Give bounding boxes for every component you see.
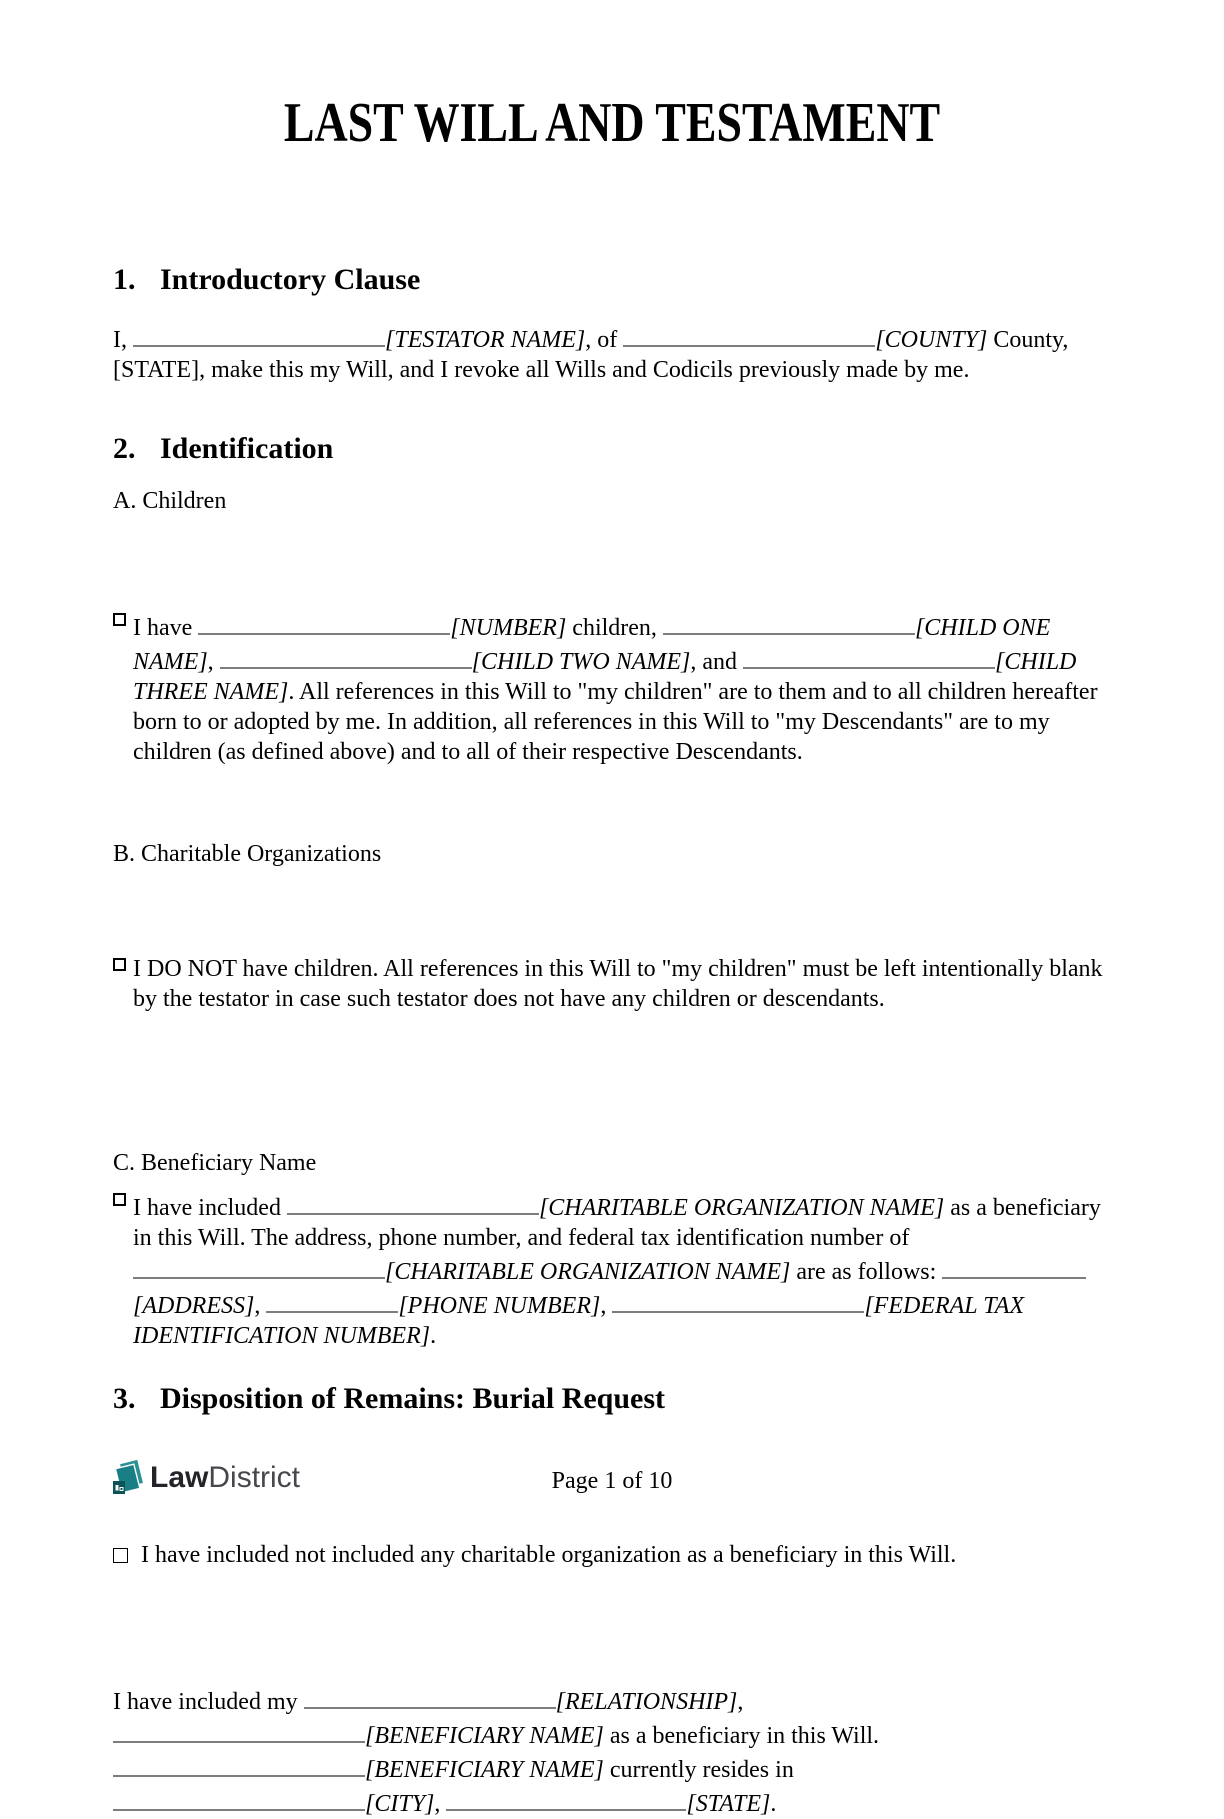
text-run: in this Will. The address, phone number, and federal tax identification number of <box>133 1225 910 1251</box>
placeholder-text: [BENEFICIARY NAME] <box>365 1757 604 1783</box>
placeholder-text: [RELATIONSHIP] <box>555 1689 738 1715</box>
text-run: I DO NOT have children. All references in this Will to "my children" must be left intentionally blank <box>133 956 1103 982</box>
text-run: children (as defined above) and to all of their respective Descendants. <box>133 739 803 765</box>
text-run: , and <box>690 649 744 675</box>
blank-fill-line[interactable] <box>113 1717 365 1743</box>
text-run: . All references in this Will to "my children" are to them and to all children hereafter <box>288 679 1098 705</box>
text-run: , <box>207 649 220 675</box>
section-number: 1. <box>113 263 136 296</box>
blank-fill-line[interactable] <box>220 643 472 669</box>
beneficiary-paragraph <box>113 1683 1111 1819</box>
text-run: County, <box>987 327 1069 353</box>
blank-fill-line[interactable] <box>266 1287 398 1313</box>
page-number: Page 1 of 10 <box>551 1468 673 1494</box>
placeholder-text: [BENEFICIARY NAME] <box>365 1723 604 1749</box>
section-heading-3 <box>113 1382 1111 1416</box>
checkbox-icon[interactable] <box>113 613 126 626</box>
placeholder-text: [CHILD TWO NAME] <box>471 649 691 675</box>
placeholder-text: [CHILD <box>995 649 1077 675</box>
blank-fill-line[interactable] <box>942 1253 1086 1279</box>
blank-fill-line[interactable] <box>133 1253 385 1279</box>
subsection-b-charitable-organizations: B. Charitable Organizations <box>113 841 382 867</box>
text-run: children, <box>566 615 663 641</box>
subsection-a-children: A. Children <box>113 488 227 514</box>
text-run: I have included <box>133 1195 287 1221</box>
blank-fill-line[interactable] <box>663 609 915 635</box>
blank-fill-line[interactable] <box>287 1189 539 1215</box>
blank-fill-line[interactable] <box>113 1785 365 1811</box>
section-number: 3. <box>113 1382 136 1415</box>
text-run: [STATE], make this my Will, and I revoke all Wills and Codicils previously made by me. <box>113 357 970 383</box>
text-run: I have included my <box>113 1689 304 1715</box>
introductory-clause-paragraph <box>113 321 1111 385</box>
blank-fill-line[interactable] <box>446 1785 686 1811</box>
text-run: are as follows: <box>790 1259 943 1285</box>
charitable-included-option <box>113 1189 1111 1351</box>
placeholder-text: [CHARITABLE ORGANIZATION NAME] <box>538 1195 945 1221</box>
placeholder-text: [NUMBER] <box>450 615 567 641</box>
text-run: , <box>434 1791 447 1817</box>
placeholder-text: [CITY] <box>365 1791 435 1817</box>
text-run: , of <box>585 327 624 353</box>
text-run: by the testator in case such testator does not have any children or descendants. <box>133 986 885 1012</box>
blank-fill-line[interactable] <box>612 1287 864 1313</box>
text-run: , <box>600 1293 613 1319</box>
blank-fill-line[interactable] <box>304 1683 556 1709</box>
placeholder-text: [COUNTY] <box>875 327 988 353</box>
text-run: , <box>254 1293 267 1319</box>
checkbox-icon[interactable] <box>113 958 126 971</box>
text-run: as a beneficiary in this Will. <box>603 1723 880 1749</box>
no-children-option <box>113 954 1111 1014</box>
section-title: Identification <box>160 432 334 465</box>
brand-district: District <box>208 1461 301 1494</box>
placeholder-text: IDENTIFICATION NUMBER] <box>133 1323 431 1349</box>
charitable-not-included-option <box>113 1540 1111 1570</box>
have-children-option <box>113 609 1111 767</box>
checkbox-icon[interactable] <box>113 1193 126 1206</box>
placeholder-text: NAME] <box>133 649 208 675</box>
blank-fill-line[interactable] <box>133 321 385 347</box>
blank-fill-line[interactable] <box>743 643 995 669</box>
placeholder-text: [CHILD ONE <box>914 615 1051 641</box>
placeholder-text: [PHONE NUMBER] <box>398 1293 601 1319</box>
text-run: I have <box>133 615 199 641</box>
placeholder-text: [CHARITABLE ORGANIZATION NAME] <box>385 1259 791 1285</box>
section-heading-1 <box>113 263 1111 297</box>
text-run: , <box>737 1689 744 1715</box>
blank-fill-line[interactable] <box>198 609 450 635</box>
text-run: I have included not included any charitable organization as a beneficiary in this Will. <box>141 1542 957 1568</box>
text-run: as a beneficiary <box>944 1195 1101 1221</box>
subsection-c-beneficiary-name: C. Beneficiary Name <box>113 1150 317 1176</box>
blank-fill-line[interactable] <box>113 1751 365 1777</box>
section-number: 2. <box>113 432 136 465</box>
section-heading-2 <box>113 432 1111 466</box>
placeholder-text: [ADDRESS] <box>133 1293 255 1319</box>
blank-fill-line[interactable] <box>623 321 875 347</box>
placeholder-text: [FEDERAL TAX <box>864 1293 1025 1319</box>
checkbox-icon[interactable] <box>113 1548 128 1563</box>
document-title: LAST WILL AND TESTAMENT <box>283 92 941 154</box>
section-title: Disposition of Remains: Burial Request <box>160 1382 666 1415</box>
text-run: born to or adopted by me. In addition, all references in this Will to "my Descendants" are to my <box>133 709 1050 735</box>
text-run: . <box>770 1791 777 1817</box>
placeholder-text: THREE NAME] <box>133 679 289 705</box>
text-run: currently resides in <box>603 1757 794 1783</box>
brand-law: Law <box>150 1461 209 1494</box>
placeholder-text: [STATE] <box>686 1791 771 1817</box>
placeholder-text: [TESTATOR NAME] <box>385 327 586 353</box>
text-run: . <box>430 1323 437 1349</box>
text-run: I, <box>113 327 133 353</box>
section-title: Introductory Clause <box>160 263 421 296</box>
